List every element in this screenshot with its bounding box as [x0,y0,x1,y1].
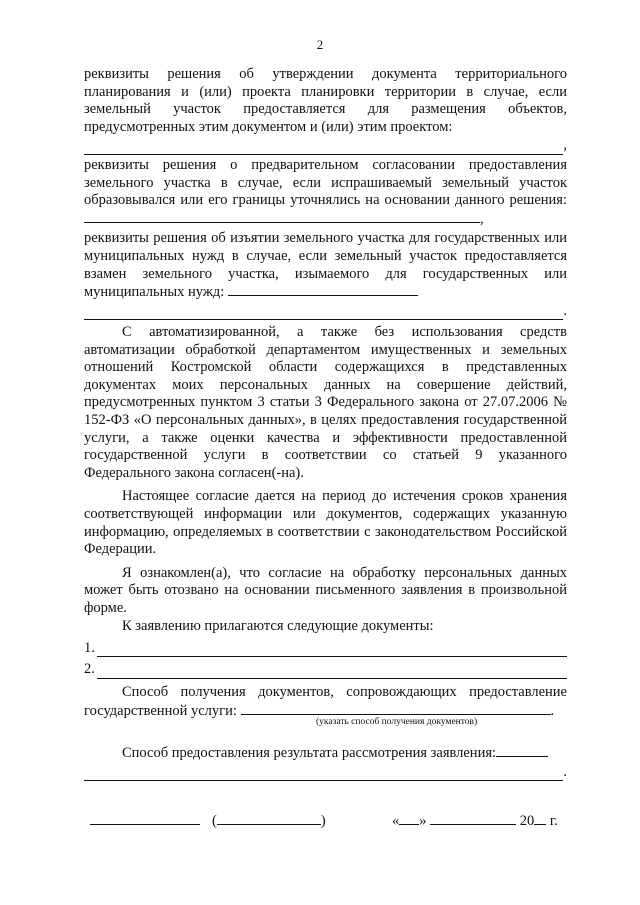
receipt-method-fill-line[interactable] [241,702,551,715]
requisites-item-1-fill-line[interactable] [84,142,563,155]
requisites-item-3-fill-line-2[interactable] [84,307,563,320]
result-method-end: . [563,763,567,780]
attachment-item-2-line[interactable] [97,665,567,679]
requisites-item-2-fill-line[interactable] [84,210,480,223]
date-field: « » 20 г. [392,813,558,829]
consent-paragraph-1: С автоматизированной, а также без использования средств автоматизации обработкой департаментом имущественных и земельных отношений Костромской области содержащихся в представленных документах моих персональных данных на совершение действий, предусмотренных пунктом 3 статьи 3 Федерального закона от 27.07.2006 № 152-ФЗ «О персональных данных», в целях предоставления государственной услуги, а также оценки качества и эффективности предоставленной государственной услуги в соответствии со статьей 9 указанного Федерального закона согласен(-на). [84,324,567,481]
attachment-item-1-number: 1. [84,639,95,656]
requisites-item-3: реквизиты решения об изъятии земельного участка для государственных или муниципальных нужд в случае, если земельный участок предоставляется взамен земельного участка, изымаемого для государственных или муниципальных нужд: [84,230,567,301]
attachment-item-2 [84,661,567,679]
attachment-item-1-line[interactable] [97,643,567,657]
result-method-fill-line-2[interactable] [84,768,563,781]
consent-paragraph-2: Настоящее согласие дается на период до истечения сроков хранения соответствующей информации или документов, содержащих указанную информацию, определяемых в соответствии с законодательством Российской Федерации. [84,488,567,558]
page-number: 2 [316,37,324,52]
requisites-item-2: реквизиты решения о предварительном согласовании предоставления земельного участка в случае, если испрашиваемый земельный участок образовывался или его границы уточнялись на основании данного решения: , [84,156,567,227]
requisites-item-3-fill-row [84,303,567,321]
requisites-item-1-fill-row [84,137,567,155]
requisites-item-1-end: , [563,137,567,154]
date-month-line[interactable] [430,812,516,825]
attachment-item-2-number: 2. [84,661,95,678]
attachments-section [84,618,567,679]
attachments-heading: К заявлению прилагаются следующие документы: [122,618,434,634]
receipt-method-section [84,684,567,720]
name-field: ( ) [212,813,326,829]
date-year-line[interactable] [534,812,546,825]
receipt-method-caption: (указать способ получения документов) [316,717,478,727]
signature-line[interactable] [90,812,200,830]
requisites-item-3-fill-line[interactable] [228,283,418,296]
consent-paragraph-3: Я ознакомлен(а), что согласие на обработку персональных данных может быть отозвано на основании письменного заявления в произвольной форме. [84,564,567,616]
consent-section [84,324,567,618]
result-method-label: Способ предоставления результата рассмотрения заявления: [84,744,567,763]
result-method-section [84,744,567,781]
requisites-section [84,66,567,320]
receipt-method-label: Способ получения документов, сопровождающих предоставление государственной услуги: . [84,684,567,719]
name-fill-line[interactable] [217,812,321,825]
result-method-fill-row [84,764,567,782]
date-day-line[interactable] [399,812,419,825]
attachment-item-1 [84,640,567,658]
requisites-item-3-end: . [563,302,567,319]
requisites-item-1: реквизиты решения об утверждении документа территориального планирования и (или) проекта планировки территории в случае, если земельный участок предоставляется для размещения объектов, предусмотренных этим документом и (или) этим проектом: [84,66,567,135]
result-method-fill-line-1[interactable] [496,744,548,757]
